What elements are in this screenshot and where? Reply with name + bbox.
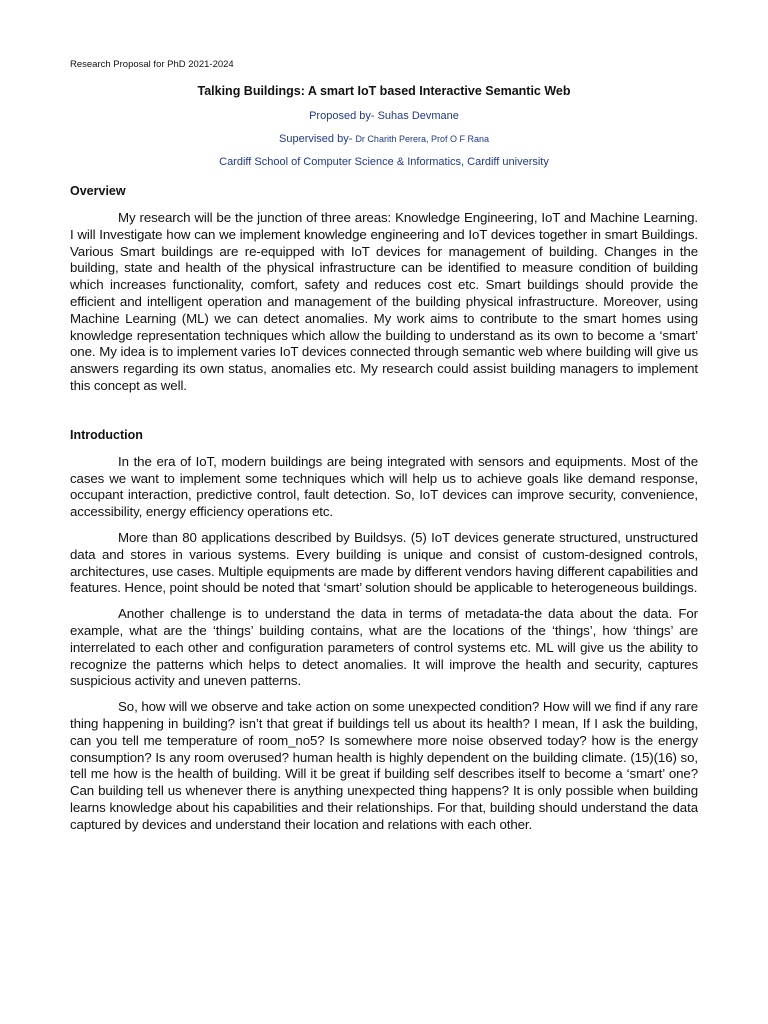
- document-title: Talking Buildings: A smart IoT based Interactive Semantic Web: [197, 84, 571, 98]
- introduction-paragraph-4: So, how will we observe and take action on some unexpected condition? How will we find if any rare thing happening in building? isn’t that great if buildings tell us about its health? I mean, If I ask the building, can you tell me temperature of room_no5? Is somewhere more noise observed today? how is the energy consumption? Is any room overused? human health is highly dependent on the building climate. (15)(16) so, tell me how is the health of building. Will it be great if building self describes itself to become a ‘smart’ one? Can building tell us whenever there is anything unexpected thing happens? It is only possible when building learns knowledge about his capabilities and their relationships. For that, building should understand the data captured by devices and understand their location and relations with each other.: [70, 699, 698, 832]
- introduction-paragraph-2: More than 80 applications described by Buildsys. (5) IoT devices generate structured, unstructured data and stores in various systems. Every building is unique and consist of custom-designed controls, architectures, use cases. Multiple equipments are made by different vendors having different capabilities and features. Hence, point should be noted that ‘smart’ solution should be applicable to heterogeneous buildings.: [70, 529, 698, 596]
- introduction-heading: Introduction: [70, 427, 143, 442]
- supervisor-names: Dr Charith Perera, Prof O F Rana: [355, 134, 489, 144]
- introduction-paragraph-1: In the era of IoT, modern buildings are being integrated with sensors and equipments. Most of the cases we want to implement some techniques which will help us to achieve goals like demand response, occupant interaction, predictive control, fault detection. So, IoT devices can improve security, convenience, accessibility, energy efficiency operations etc.: [70, 453, 698, 520]
- header-note: Research Proposal for PhD 2021-2024: [70, 59, 234, 70]
- proposed-by: Proposed by- Suhas Devmane: [309, 110, 459, 122]
- overview-heading: Overview: [70, 184, 126, 198]
- overview-paragraph: My research will be the junction of three areas: Knowledge Engineering, IoT and Machine Learning. I will Investigate how can we implement knowledge engineering and IoT devices together in smart Buildings. Various Smart buildings are re-equipped with IoT devices for management of building. Changes in the building, state and health of the physical infrastructure can be identified to measure condition of building which increases functionality, comfort, safety and reduces cost etc. Smart buildings should provide the efficient and intelligent operation and management of the building physical infrastructure. Moreover, using Machine Learning (ML) we can detect anomalies. My work aims to contribute to the smart homes using knowledge representation techniques which allow the building to understand as its own to become a ‘smart’ one. My idea is to implement varies IoT devices connected through semantic web where building will give us answers regarding its own status, anomalies etc. My research could assist building managers to implement this concept as well.: [70, 210, 698, 393]
- supervised-by: [70, 132, 698, 146]
- document-page: [70, 59, 698, 834]
- school-affiliation: Cardiff School of Computer Science & Informatics, Cardiff university: [219, 156, 549, 168]
- introduction-paragraph-3: Another challenge is to understand the data in terms of metadata-the data about the data. For example, what are the ‘things’ building contains, what are the locations of the ‘things’, how ‘things’ are interrelated to each other and configuration parameters of control systems etc. ML will give us the ability to recognize the patterns which helps to detect anomalies. It will improve the health and security, captures suspicious activity and uneven patterns.: [70, 606, 698, 689]
- supervised-by-label: Supervised by-: [279, 133, 356, 145]
